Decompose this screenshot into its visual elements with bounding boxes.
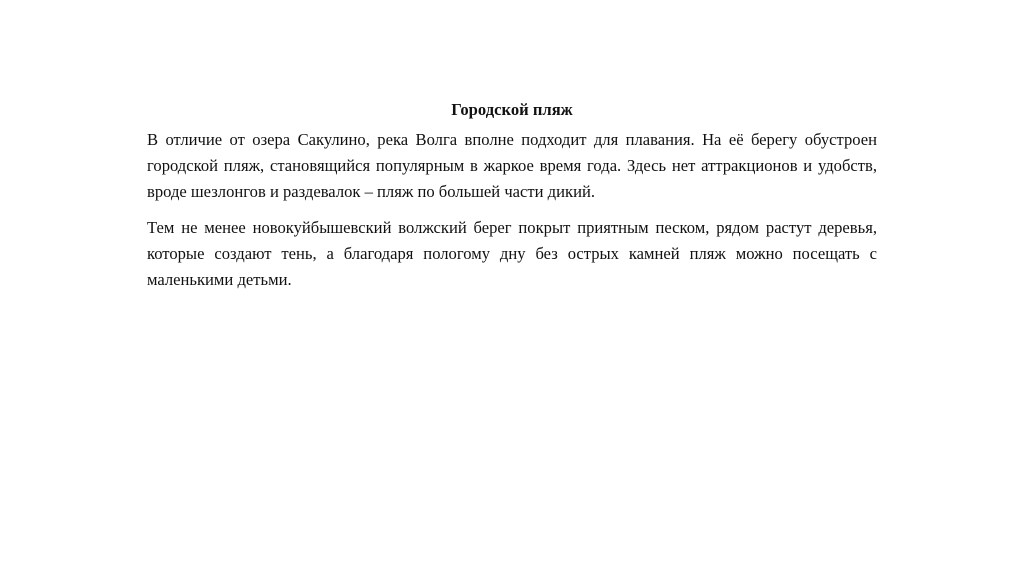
paragraph-2: Тем не менее новокуйбышевский волжский берег покрыт приятным песком, рядом растут деревья, которые создают тень, а благодаря пологому дну без острых камней пляж можно посещать с маленькими детьми. (147, 218, 877, 289)
paragraph-1: В отличие от озера Сакулино, река Волга вполне подходит для плавания. На её берегу обустроен городской пляж, становящийся популярным в жаркое время года. Здесь нет аттракционов и удобств, вроде шезлонгов и раздевалок – пляж по большей части дикий. (147, 130, 877, 201)
document-body (147, 99, 877, 303)
document-title: Городской пляж (451, 100, 573, 119)
